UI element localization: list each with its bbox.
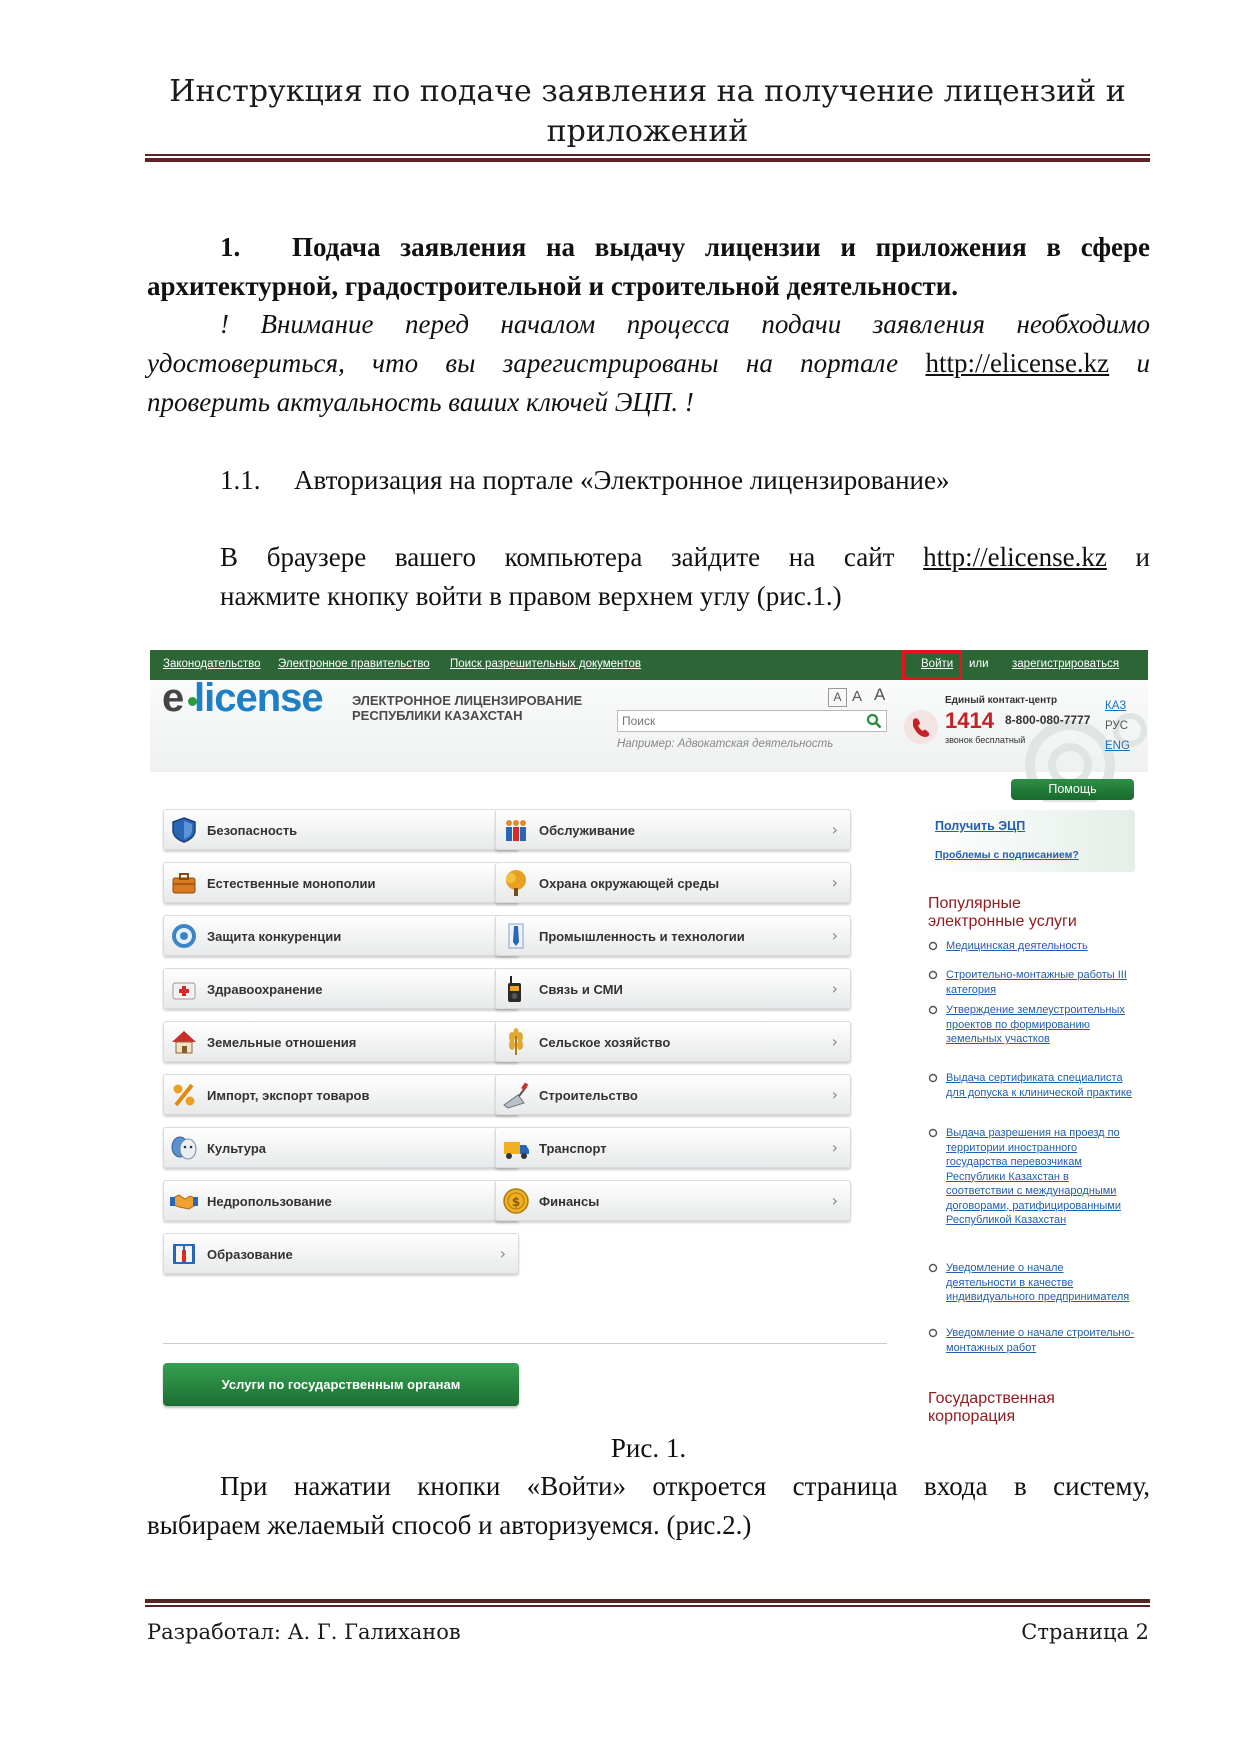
chevron-right-icon: › <box>831 1191 838 1210</box>
document-header-line-1: Инструкция по подаче заявления на получение лицензий и <box>169 74 1126 109</box>
step-line-1 <box>220 538 1150 577</box>
category-label: Транспорт <box>539 1141 607 1156</box>
popular-service-link[interactable]: Выдача сертификата специалиста для допуска к клинической практике <box>946 1072 1133 1099</box>
popular-service-link[interactable]: Строительно-монтажные работы III категория <box>946 969 1127 996</box>
warning-elicense-link[interactable]: http://elicense.kz <box>925 348 1110 378</box>
topbar-or-text: или <box>969 658 989 670</box>
chevron-right-icon: › <box>831 1032 838 1051</box>
medkit-icon <box>170 975 198 1003</box>
bullet-icon <box>928 1005 938 1015</box>
warning-line-2 <box>147 344 1150 383</box>
category-label: Образование <box>207 1247 293 1262</box>
category-label: Культура <box>207 1141 267 1156</box>
chevron-right-icon: › <box>831 820 838 839</box>
step-elicense-link[interactable]: http://elicense.kz <box>923 542 1107 572</box>
category-competition[interactable] <box>163 915 519 956</box>
book-icon <box>170 1240 198 1268</box>
popular-services-title <box>928 895 1077 931</box>
get-ecp-link[interactable]: Получить ЭЦП <box>935 819 1026 833</box>
popular-service-link[interactable]: Выдача разрешения на проезд по территории иностранного государства перевозчикам Республики Казахстан в соответствии с международными договорами, ратифицированными Республикой Казахстан <box>946 1127 1121 1226</box>
topbar-link-legislation[interactable]: Законодательство <box>163 658 261 670</box>
help-button[interactable]: Помощь <box>1011 779 1134 800</box>
warning-line-1: ! Внимание перед началом процесса подачи заявления необходимо <box>220 309 1150 339</box>
target-icon <box>170 922 198 950</box>
popular-service-link[interactable]: Утверждение землеустроительных проектов по формированию земельных участков <box>946 1004 1125 1045</box>
chevron-right-icon: › <box>831 1138 838 1157</box>
phone-short-number: 1414 <box>945 708 994 733</box>
bullet-icon <box>928 1073 938 1083</box>
footer-author: Разработал: А. Г. Галиханов <box>147 1620 461 1644</box>
category-industry[interactable] <box>495 915 851 956</box>
lang-kaz-link[interactable]: КАЗ <box>1105 700 1127 712</box>
category-services[interactable] <box>495 809 851 850</box>
step-line-2: нажмите кнопку войти в правом верхнем углу (рис.1.) <box>220 581 842 611</box>
ecp-box <box>925 810 1135 872</box>
shield-icon <box>170 816 198 844</box>
category-label: Здравоохранение <box>207 982 323 997</box>
after-line-1: При нажатии кнопки «Войти» откроется страница входа в систему, <box>220 1471 1150 1501</box>
chevron-right-icon: › <box>831 926 838 945</box>
topbar-login-link[interactable]: Войти <box>921 658 954 670</box>
login-highlight-box <box>902 650 962 680</box>
popular-service-link[interactable]: Медицинская деятельность <box>946 940 1088 952</box>
topbar-register-link[interactable]: зарегистрироваться <box>1012 658 1120 670</box>
section-title-line-2: архитектурной, градостроительной и строительной деятельности. <box>147 271 959 301</box>
shirt-tie-icon <box>502 922 530 950</box>
category-finance[interactable] <box>495 1180 851 1221</box>
categories-divider <box>163 1343 887 1344</box>
trowel-icon <box>502 1081 530 1109</box>
category-culture[interactable] <box>163 1127 519 1168</box>
site-name-line-1: ЭЛЕКТРОННОЕ ЛИЦЕНЗИРОВАНИЕ <box>352 693 583 708</box>
search-hint: Например: Адвокатская деятельность <box>617 738 834 750</box>
category-education[interactable] <box>163 1233 519 1274</box>
bullet-icon <box>928 941 938 951</box>
tree-icon <box>502 869 530 897</box>
font-size-large-button[interactable]: A <box>874 685 886 704</box>
category-communications[interactable] <box>495 968 851 1009</box>
chevron-right-icon: › <box>831 873 838 892</box>
phone-icon <box>902 708 940 746</box>
category-security[interactable] <box>163 809 519 850</box>
search-icon[interactable] <box>866 713 882 729</box>
briefcase-icon <box>170 869 198 897</box>
category-healthcare[interactable] <box>163 968 519 1009</box>
house-icon <box>170 1028 198 1056</box>
step-paragraph <box>220 538 1150 616</box>
footer-page-number: Страница 2 <box>1021 1620 1149 1644</box>
category-label: Недропользование <box>207 1194 332 1209</box>
document-header-line-2: приложений <box>546 114 749 149</box>
coin-icon <box>502 1187 530 1215</box>
category-label: Безопасность <box>207 823 298 838</box>
handshake-icon <box>170 1187 198 1215</box>
category-label: Обслуживание <box>539 823 636 838</box>
category-transport[interactable] <box>495 1127 851 1168</box>
phone-free-note: звонок бесплатный <box>945 735 1026 745</box>
svg-text:$: $ <box>511 1195 521 1209</box>
footer-rule-thin <box>145 1605 1150 1607</box>
topbar-link-permits-search[interactable]: Поиск разрешительных документов <box>450 658 642 670</box>
subsection-number: 1.1. <box>220 465 261 495</box>
section-heading <box>147 228 1150 306</box>
popular-service-link[interactable]: Уведомление о начале деятельности в качестве индивидуального предпринимателя <box>946 1262 1130 1303</box>
category-label: Импорт, экспорт товаров <box>207 1088 370 1103</box>
people-icon <box>502 816 530 844</box>
lang-rus-current: РУС <box>1105 720 1129 732</box>
category-label: Связь и СМИ <box>539 982 623 997</box>
footer-rule-thick <box>145 1599 1150 1603</box>
chevron-right-icon: › <box>831 979 838 998</box>
category-label: Охрана окружающей среды <box>539 876 720 891</box>
category-label: Промышленность и технологии <box>539 929 745 944</box>
category-label: Земельные отношения <box>207 1035 357 1050</box>
warning-paragraph <box>147 305 1150 422</box>
logo-e: e <box>162 676 184 720</box>
popular-service-link[interactable]: Уведомление о начале строительно-монтажных работ <box>946 1327 1135 1354</box>
document-header-title <box>145 72 1150 152</box>
font-size-small-button[interactable]: A <box>828 688 847 707</box>
wheat-icon <box>502 1028 530 1056</box>
contact-center-label: Единый контакт-центр <box>945 695 1058 706</box>
figure-caption: Рис. 1. <box>610 1433 687 1463</box>
lang-eng-link[interactable]: ENG <box>1105 740 1130 752</box>
logo-license: license <box>194 676 323 720</box>
header-rule-thick <box>145 158 1150 162</box>
gov-agencies-services-button[interactable]: Услуги по государственным органам <box>163 1363 519 1406</box>
bullet-icon <box>928 970 938 980</box>
search-box <box>617 710 887 732</box>
chevron-right-icon: › <box>499 1244 506 1263</box>
after-line-2: выбираем желаемый способ и авторизуемся. (рис.2.) <box>147 1510 752 1540</box>
site-name <box>352 693 582 723</box>
signing-problems-link[interactable]: Проблемы с подписанием? <box>935 849 1079 861</box>
category-environment[interactable] <box>495 862 851 903</box>
header-rule-thin <box>145 154 1150 156</box>
category-label: Финансы <box>539 1194 600 1209</box>
chevron-right-icon: › <box>831 1085 838 1104</box>
category-label: Сельское хозяйство <box>539 1035 671 1050</box>
font-size-medium-button[interactable]: A <box>852 688 863 705</box>
category-label: Естественные монополии <box>207 876 376 891</box>
theatre-masks-icon <box>170 1134 198 1162</box>
phone-long-number: 8-800-080-7777 <box>1005 713 1091 727</box>
warning-line-2-end: и <box>1136 348 1151 378</box>
category-construction[interactable] <box>495 1074 851 1115</box>
category-agriculture[interactable] <box>495 1021 851 1062</box>
step-line-1-end: и <box>1135 542 1150 572</box>
warning-line-3: проверить актуальность ваших ключей ЭЦП. ! <box>147 387 694 417</box>
truck-icon <box>502 1134 530 1162</box>
percent-icon <box>170 1081 198 1109</box>
category-import-export[interactable] <box>163 1074 519 1115</box>
after-figure-paragraph <box>147 1467 1150 1545</box>
category-natural-monopolies[interactable] <box>163 862 519 903</box>
site-name-line-2: РЕСПУБЛИКИ КАЗАХСТАН <box>352 708 523 723</box>
bullet-icon <box>928 1263 938 1273</box>
popular-title-line-1: Популярные <box>928 895 1021 912</box>
subsection-title: Авторизация на портале «Электронное лицензирование» <box>294 465 950 495</box>
warning-line-2-text: удостовериться, что вы зарегистрированы на портале <box>147 348 899 378</box>
section-title-line-1: Подача заявления на выдачу лицензии и приложения в сфере <box>292 232 1150 262</box>
bullet-icon <box>928 1128 938 1138</box>
step-line-1-text: В браузере вашего компьютера зайдите на сайт <box>220 542 895 572</box>
corp-title-line-2: корпорация <box>928 1408 1016 1425</box>
category-label: Строительство <box>539 1088 638 1103</box>
popular-title-line-2: электронные услуги <box>928 913 1077 930</box>
section-number: 1. <box>220 232 241 262</box>
category-subsoil-use[interactable] <box>163 1180 519 1221</box>
topbar-link-egov[interactable]: Электронное правительство <box>278 658 430 670</box>
bullet-icon <box>928 1328 938 1338</box>
search-input[interactable] <box>622 713 852 729</box>
walkie-talkie-icon <box>502 975 530 1003</box>
elicense-screenshot-figure <box>150 650 1148 1425</box>
subsection-heading <box>220 461 1150 500</box>
category-label: Защита конкуренции <box>207 929 342 944</box>
category-land-relations[interactable] <box>163 1021 519 1062</box>
corp-title-line-1: Государственная <box>928 1390 1055 1407</box>
state-corporation-title <box>928 1390 1055 1425</box>
